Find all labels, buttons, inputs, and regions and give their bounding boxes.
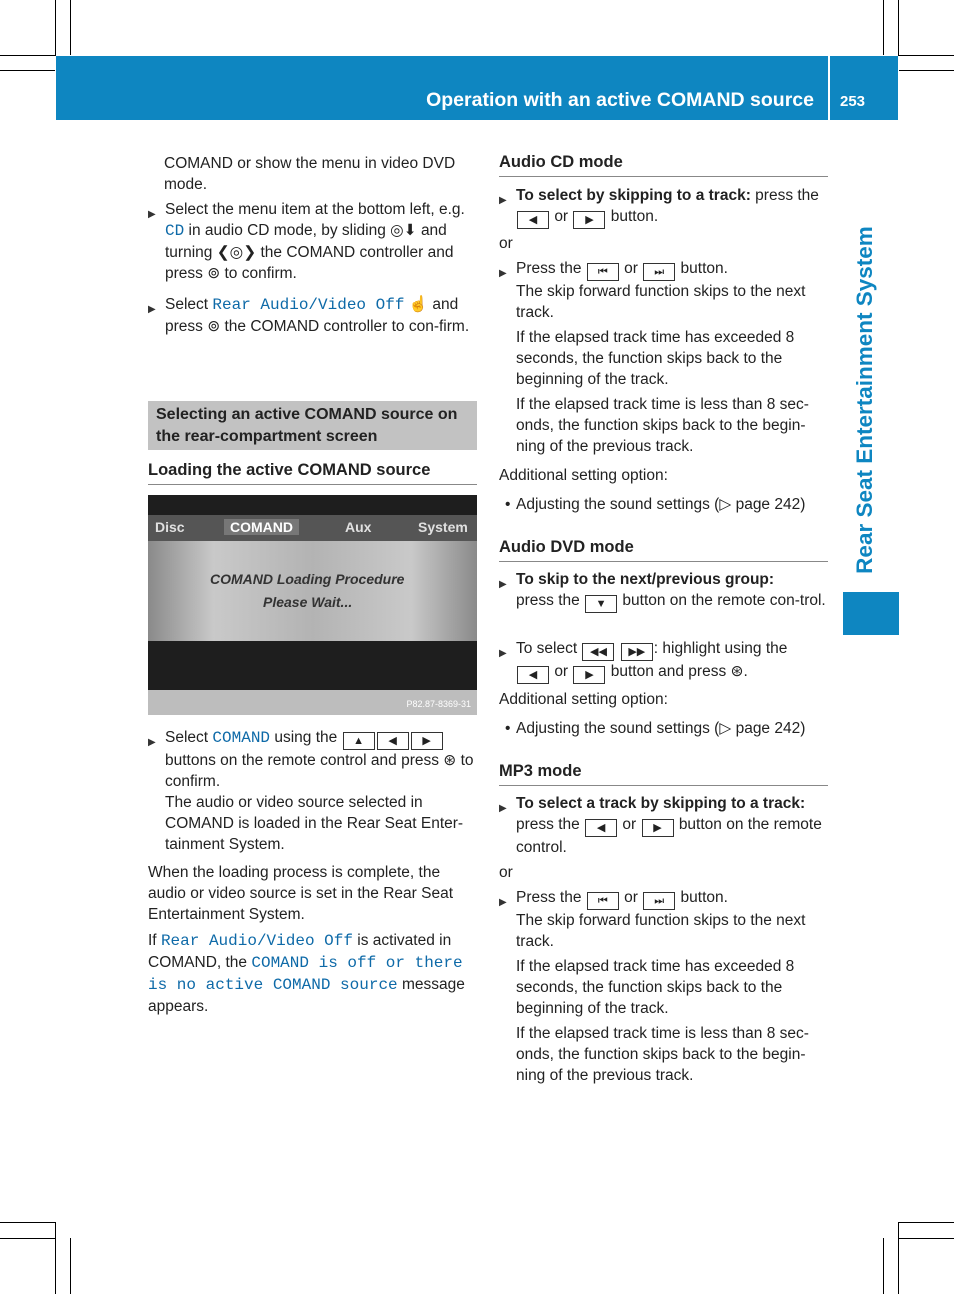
next-key-icon: ⏭ [643,892,675,910]
right-key-icon: ▶ [573,211,605,229]
instruction-step: ▶ To select a track by skipping to a track: press the ◀ or ▶ button on the remote control. [499,795,822,856]
paragraph: If Rear Audio/Video Off is activated in COMAND, the COMAND is off or there is no active COMAND source message appears. [148,932,465,1015]
step-arrow-icon: ▶ [499,268,507,279]
screen-menu-comand: COMAND [224,519,299,535]
crop-mark [899,1238,954,1239]
comand-screen-image [148,495,477,715]
right-key-icon: ▶ [642,819,674,837]
up-key-icon: ▲ [343,732,375,750]
bullet-icon: • [505,496,511,513]
screen-menu-bar [148,515,477,541]
rewind-key-icon: ◀◀ [582,643,614,661]
crop-mark [898,0,899,56]
screen-menu-aux: Aux [345,519,372,535]
heading-rule [148,484,477,485]
image-code: P82.87-8369-31 [406,699,471,709]
bullet-icon: • [505,720,511,737]
header-divider [828,56,830,120]
instruction-step: ▶ Select Rear Audio/Video Off ☝ and press ⊚ the COMAND controller to con-firm. [148,296,470,335]
heading-rule [499,176,828,177]
screen-loading-text: COMAND Loading Procedure [210,571,405,587]
crop-mark [883,0,884,55]
step-arrow-icon: ▶ [499,803,507,814]
section-heading: Selecting an active COMAND source on the rear-compartment screen [156,406,458,445]
step-arrow-icon: ▶ [148,304,156,315]
step-arrow-icon: ▶ [148,209,156,220]
instruction-step: ▶ To skip to the next/previous group: press the ▼ button on the remote con-trol. [499,569,829,613]
hand-icon: ☝ [408,296,429,313]
left-key-icon: ◀ [517,211,549,229]
left-key-icon: ◀ [585,819,617,837]
left-key-icon: ◀ [377,732,409,750]
instruction-step: ▶ Press the ⏮ or ⏭ button. The skip forward function skips to the next track. If the elapsed track time has exceeded 8 seconds, the function skips back to the beginning of the track. If the elapsed track time is less than 8 sec-onds, the function skips back to the begin-ning of the previous track. [499,260,809,455]
paragraph-continuation: COMAND or show the menu in video DVD mode. [164,155,456,193]
instruction-step: ▶ Press the ⏮ or ⏭ button. The skip forward function skips to the next track. If the elapsed track time has exceeded 8 seconds, the function skips back to the beginning of the track. If the elapsed track time is less than 8 sec-onds, the function skips back to the begin-ning of the previous track. [499,889,809,1084]
step-arrow-icon: ▶ [148,737,156,748]
section-heading-audio-cd: Audio CD mode [499,153,623,171]
section-heading-box [148,401,477,450]
crop-mark [898,1222,954,1223]
sub-heading: Loading the active COMAND source [148,461,431,479]
right-key-icon: ▶ [573,666,605,684]
step-arrow-icon: ▶ [499,195,507,206]
paragraph: Additional setting option: [499,467,668,484]
down-key-icon: ▼ [585,595,617,613]
header-title: Operation with an active COMAND source [426,89,814,111]
crop-mark [0,1238,55,1239]
fast-forward-key-icon: ▶▶ [621,643,653,661]
page-number: 253 [840,93,866,110]
step-arrow-icon: ▶ [499,897,507,908]
crop-mark [0,1222,56,1223]
page-header [56,56,898,120]
side-tab-marker [843,592,899,635]
instruction-step: ▶ To select by skipping to a track: press the ◀ or ▶ button. [499,185,829,229]
crop-mark [0,70,55,71]
crop-mark [0,55,56,56]
instruction-step: ▶ To select ◀◀ ▶▶ : highlight using the ◀ or ▶ button and press ⊛. [499,638,829,684]
right-key-icon: ▶ [411,732,443,750]
instruction-step: ▶ Select the menu item at the bottom left, e.g. CD in audio CD mode, by sliding ◎⬇ and turning ❮◎❯ the COMAND controller and press ⊚ to confirm. [148,201,465,282]
section-heading-audio-dvd: Audio DVD mode [499,538,634,556]
heading-rule [499,561,828,562]
bullet-item: • Adjusting the sound settings (▷ page 242) [505,720,806,737]
prev-key-icon: ⏮ [587,892,619,910]
crop-mark [899,70,954,71]
crop-mark [883,1238,884,1294]
crop-mark [70,1238,71,1294]
bullet-item: • Adjusting the sound settings (▷ page 242) [505,496,806,513]
step-arrow-icon: ▶ [499,579,507,590]
screen-menu-system: System [418,519,468,535]
screen-message-area [148,541,477,641]
crop-mark [898,1222,899,1294]
crop-mark [70,0,71,55]
heading-rule [499,785,828,786]
screen-wait-text: Please Wait... [263,594,353,610]
prev-key-icon: ⏮ [587,263,619,281]
crop-mark [55,1222,56,1294]
crop-mark [898,55,954,56]
section-heading-mp3: MP3 mode [499,762,582,780]
next-key-icon: ⏭ [643,263,675,281]
or-text: or [499,864,513,881]
screen-menu-disc: Disc [155,519,185,535]
step-arrow-icon: ▶ [499,648,507,659]
or-text: or [499,235,513,252]
paragraph: When the loading process is complete, the audio or video source is set in the Rear Seat Entertainment System. [148,864,454,923]
crop-mark [55,0,56,56]
left-key-icon: ◀ [517,666,549,684]
instruction-step: ▶ Select COMAND using the ▲ ◀ ▶ buttons on the remote control and press ⊛ to confirm. The audio or video source selected in COMAND is loaded in the Rear Seat Enter-tainment System. [148,729,474,853]
paragraph: Additional setting option: [499,691,668,708]
